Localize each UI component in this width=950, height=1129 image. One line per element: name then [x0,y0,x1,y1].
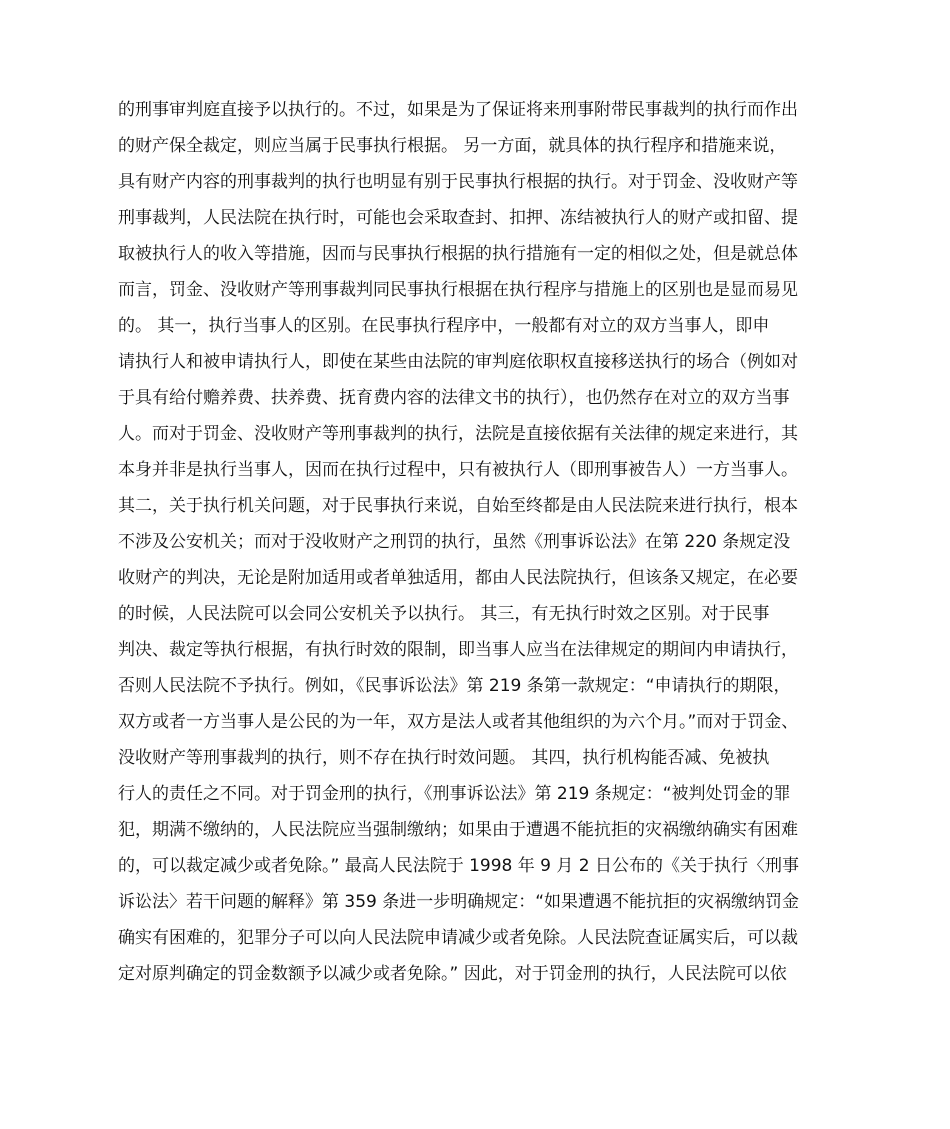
text-line: 的，可以裁定减少或者免除。” 最高人民法院于 1998 年 9 月 2 日公布的《关于执行〈刑事 [118,856,800,876]
text-line: 否则人民法院不予执行。例如，《民事诉讼法》第 219 条第一款规定：“申请执行的期限， [118,676,791,696]
text-line: 具有财产内容的刑事裁判的执行也明显有别于民事执行根据的执行。对于罚金、没收财产等 [118,172,798,192]
text-line: 本身并非是执行当事人，因而在执行过程中，只有被执行人（即刑事被告人）一方当事人。 [118,460,798,480]
text-line: 行人的责任之不同。对于罚金刑的执行，《刑事诉讼法》第 219 条规定：“被判处罚金的罪 [118,784,791,804]
text-line: 人。而对于罚金、没收财产等刑事裁判的执行，法院是直接依据有关法律的规定来进行，其 [118,424,798,444]
text-line: 请执行人和被申请执行人，即使在某些由法院的审判庭依职权直接移送执行的场合（例如对 [118,352,798,372]
text-line: 没收财产等刑事裁判的执行，则不存在执行时效问题。 其四，执行机构能否减、免被执 [118,748,770,768]
text-line: 诉讼法〉若干问题的解释》第 359 条进一步明确规定：“如果遭遇不能抗拒的灾祸缴纳罚金 [118,892,800,912]
text-line: 的时候，人民法院可以会同公安机关予以执行。 其三，有无执行时效之区别。对于民事 [118,604,770,624]
body-text [118,92,838,992]
text-line: 犯，期满不缴纳的，人民法院应当强制缴纳；如果由于遭遇不能抗拒的灾祸缴纳确实有困难 [118,820,798,840]
text-line: 确实有困难的，犯罪分子可以向人民法院申请减少或者免除。人民法院查证属实后，可以裁 [118,928,798,948]
text-line: 的刑事审判庭直接予以执行的。不过，如果是为了保证将来刑事附带民事裁判的执行而作出 [118,100,798,120]
text-line: 的。 其一，执行当事人的区别。在民事执行程序中，一般都有对立的双方当事人，即申 [118,316,770,336]
text-line: 的财产保全裁定，则应当属于民事执行根据。 另一方面，就具体的执行程序和措施来说， [118,136,787,156]
text-line: 判决、裁定等执行根据，有执行时效的限制，即当事人应当在法律规定的期间内申请执行， [118,640,798,660]
text-line: 不涉及公安机关；而对于没收财产之刑罚的执行，虽然《刑事诉讼法》在第 220 条规定没 [118,532,791,552]
text-line: 收财产的判决，无论是附加适用或者单独适用，都由人民法院执行，但该条又规定，在必要 [118,568,798,588]
text-line: 定对原判确定的罚金数额予以减少或者免除。” 因此，对于罚金刑的执行，人民法院可以依 [118,964,787,984]
text-line: 刑事裁判，人民法院在执行时，可能也会采取查封、扣押、冻结被执行人的财产或扣留、提 [118,208,798,228]
text-line: 其二，关于执行机关问题，对于民事执行来说，自始至终都是由人民法院来进行执行，根本 [118,496,798,516]
text-line: 取被执行人的收入等措施，因而与民事执行根据的执行措施有一定的相似之处，但是就总体 [118,244,798,264]
text-line: 而言，罚金、没收财产等刑事裁判同民事执行根据在执行程序与措施上的区别也是显而易见 [118,280,798,300]
text-line: 双方或者一方当事人是公民的为一年，双方是法人或者其他组织的为六个月。”而对于罚金、 [118,712,799,732]
text-line: 于具有给付赡养费、扶养费、抚育费内容的法律文书的执行），也仍然存在对立的双方当事 [118,388,790,408]
